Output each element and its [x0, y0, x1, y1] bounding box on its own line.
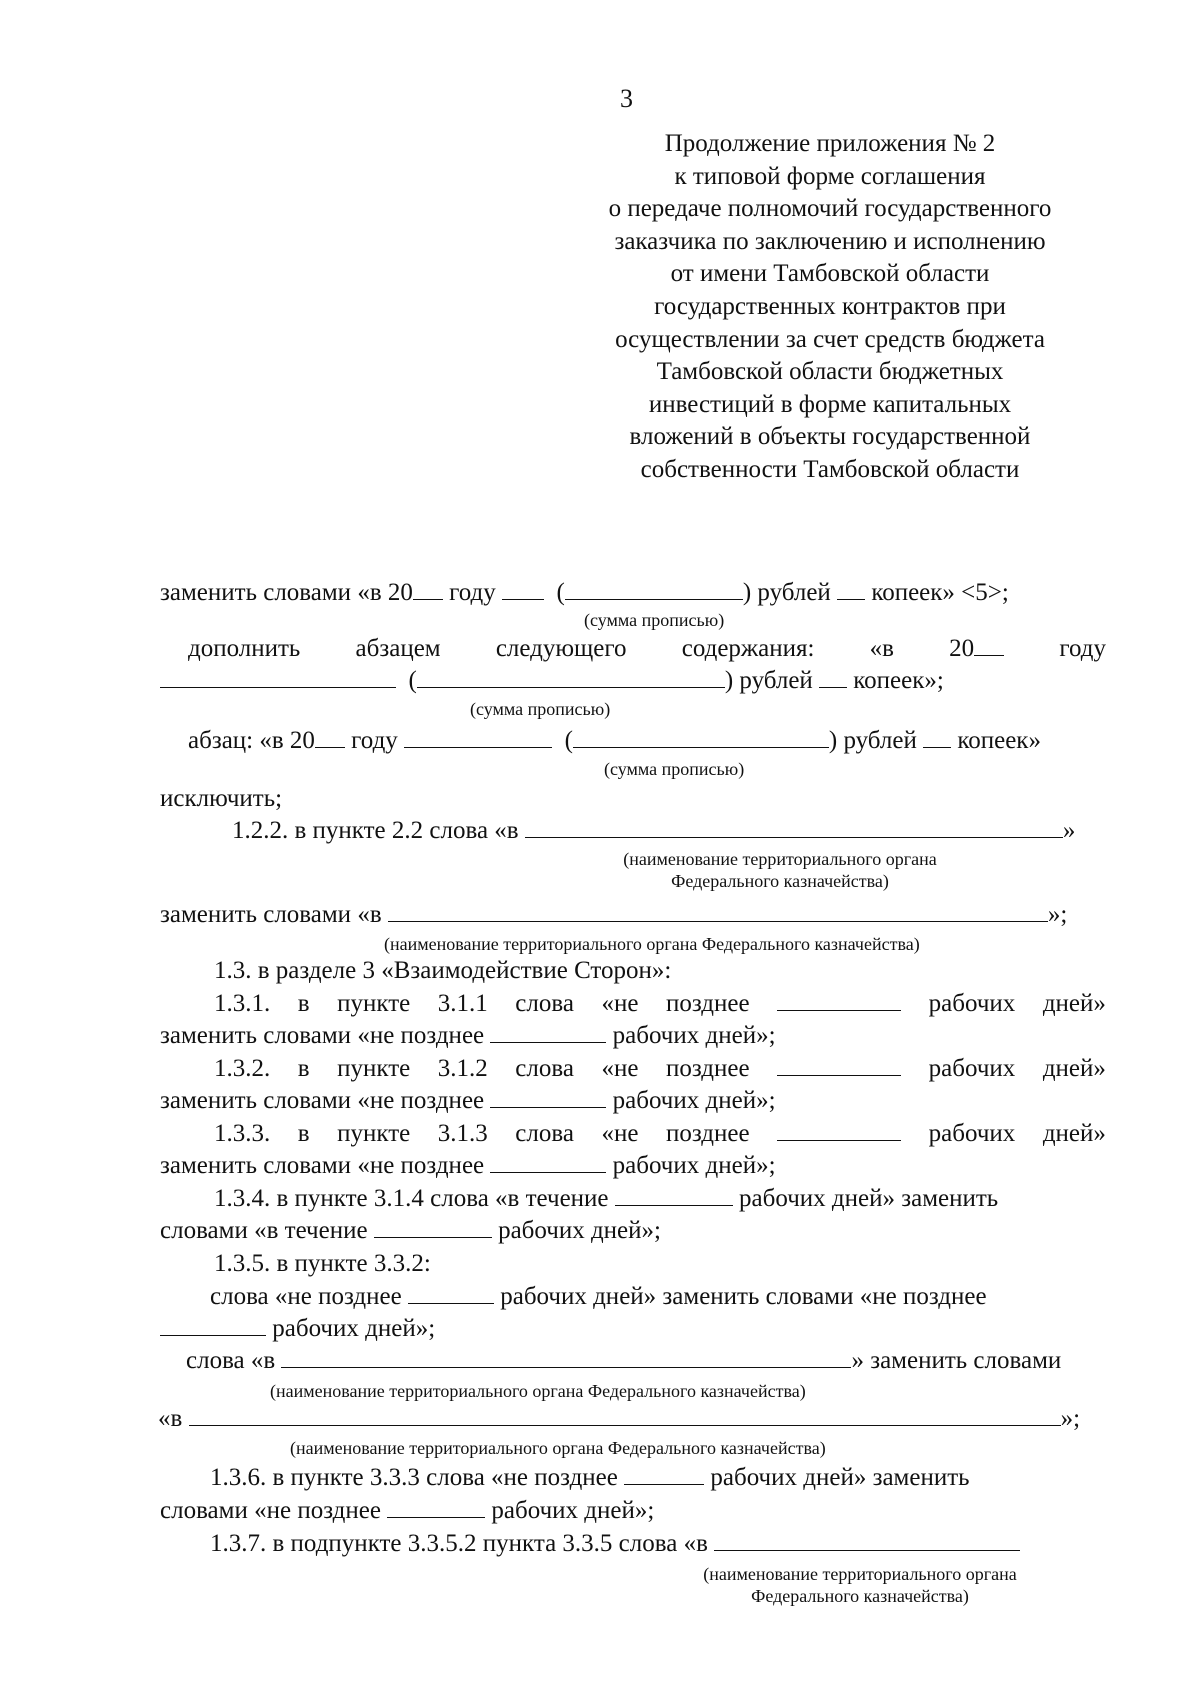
page-number: 3 [620, 84, 633, 113]
blank-field [404, 726, 552, 748]
blank-field [281, 1346, 851, 1368]
field-caption: (наименование территориального органа Федерального казначейства) [270, 1381, 806, 1401]
field-caption: (сумма прописью) [584, 610, 725, 630]
blank-field [160, 1314, 266, 1336]
blank-field [837, 578, 865, 600]
field-caption: (сумма прописью) [604, 759, 745, 779]
body-line: словами «не позднее рабочих дней»; [160, 1497, 655, 1524]
field-caption: (наименование территориального органа Федерального казначейства) [384, 934, 920, 954]
blank-field [624, 1463, 704, 1485]
body-line-justified: дополнить абзацем следующего содержания: «в 20 году [188, 635, 1106, 662]
header-line: о передаче полномочий государственного [608, 195, 1052, 223]
body-line: 1.2.2. в пункте 2.2 слова «в » [232, 817, 1076, 844]
body-line: 1.3.7. в подпункте 3.3.5.2 пункта 3.3.5 слова «в [210, 1529, 1020, 1559]
blank-field [714, 1529, 1020, 1551]
body-line: 1.3.5. в пункте 3.3.2: [214, 1250, 431, 1277]
field-caption: (сумма прописью) [470, 699, 611, 719]
blank-field [615, 1184, 733, 1206]
header-line: Продолжение приложения № 2 [664, 130, 996, 157]
body-line: исключить; [160, 785, 283, 812]
blank-field [490, 1086, 606, 1108]
blank-field [777, 1054, 901, 1076]
blank-field [315, 726, 345, 748]
header-line: от имени Тамбовской области [670, 260, 990, 288]
blank-field [525, 816, 1063, 838]
body-line: 1.3. в разделе 3 «Взаимодействие Сторон»: [214, 957, 672, 984]
field-caption: (наименование территориального органа Федерального казначейства) [623, 849, 937, 891]
blank-field [490, 1021, 606, 1043]
body-line: заменить словами «не позднее рабочих дней»; [160, 1087, 776, 1114]
body-line: заменить словами «в »; [160, 901, 1068, 928]
body-line: заменить словами «не позднее рабочих дней»; [160, 1152, 776, 1179]
body-line-justified: 1.3.1. в пункте 3.1.1 слова «не позднее рабочих дней» [214, 990, 1106, 1017]
body-line: 1.3.6. в пункте 3.3.3 слова «не позднее рабочих дней» заменить [210, 1464, 970, 1491]
blank-field [974, 634, 1004, 656]
header-line: заказчика по заключению и исполнению [614, 227, 1046, 255]
blank-field [160, 666, 396, 688]
body-line: 1.3.4. в пункте 3.1.4 слова «в течение рабочих дней» заменить [214, 1185, 999, 1212]
blank-field [413, 578, 443, 600]
appendix-header [570, 128, 1090, 487]
body-line-justified: 1.3.3. в пункте 3.1.3 слова «не позднее рабочих дней» [214, 1120, 1106, 1147]
body-line: словами «в течение рабочих дней»; [160, 1217, 661, 1244]
body-line: «в »; [158, 1405, 1081, 1432]
body-line: заменить словами «не позднее рабочих дней»; [160, 1022, 776, 1049]
blank-field [417, 666, 725, 688]
blank-field [408, 1282, 494, 1304]
body-line: рабочих дней»; [160, 1314, 435, 1344]
body-line: слова «не позднее рабочих дней» заменить словами «не позднее [210, 1283, 987, 1310]
header-line: Тамбовской области бюджетных [656, 358, 1004, 386]
header-line: осуществлении за счет средств бюджета [615, 325, 1045, 353]
blank-field [490, 1151, 606, 1173]
body-line: слова «в » заменить словами [186, 1347, 1062, 1374]
blank-field [388, 900, 1048, 922]
blank-field [923, 726, 951, 748]
field-caption: (наименование территориального органа Федерального казначейства) [703, 1564, 1017, 1606]
body-line: ( ) рублей копеек»; [160, 666, 944, 696]
body-line: абзац: «в 20 году ( ) рублей копеек» [188, 727, 1041, 754]
blank-field [777, 989, 901, 1011]
blank-field [565, 578, 743, 600]
header-line: собственности Тамбовской области [640, 455, 1020, 483]
header-line: к типовой форме соглашения [674, 162, 986, 190]
header-line: вложений в объекты государственной [629, 423, 1031, 451]
blank-field [502, 578, 544, 600]
blank-field [573, 726, 829, 748]
header-line: государственных контрактов при [654, 292, 1006, 320]
header-line: инвестиций в форме капитальных [648, 390, 1012, 418]
blank-field [374, 1216, 492, 1238]
blank-field [387, 1496, 485, 1518]
blank-field [777, 1119, 901, 1141]
field-caption: (наименование территориального органа Федерального казначейства) [290, 1438, 826, 1458]
body-line: заменить словами «в 20 году ( ) рублей копеек» <5>; [160, 579, 1009, 606]
body-line-justified: 1.3.2. в пункте 3.1.2 слова «не позднее рабочих дней» [214, 1055, 1106, 1082]
blank-field [189, 1404, 1061, 1426]
blank-field [819, 666, 847, 688]
